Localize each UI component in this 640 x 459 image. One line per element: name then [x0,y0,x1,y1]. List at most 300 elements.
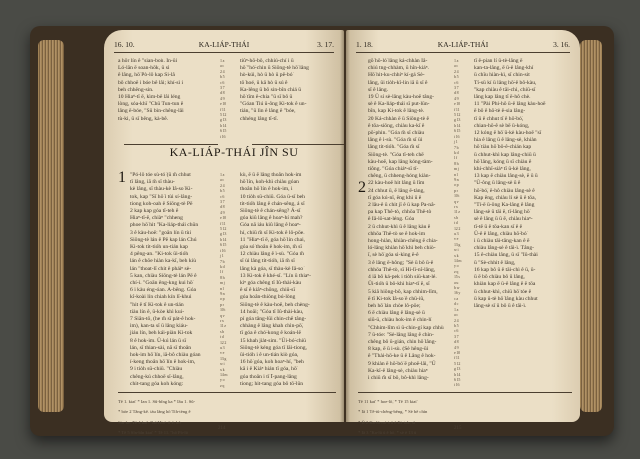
text-line: tī-tē ū ê tōa-kan sī ê ê [474,223,523,230]
text-line: Siōng-tè kéng góa tī lāi-tiong, [240,344,307,351]
reference-mark: m j [454,166,459,172]
reference-mark: w i [454,247,459,253]
text-line: góa hoân-thiòng bú-lòng [240,294,296,301]
text-line: bô chhoē i bóe bê lâi; khí-sì i [118,79,184,86]
text-line: hō͘ tiàu hō͘ bô-ê-chián kap [474,144,532,151]
text-line: ê tōa-siōng, chiàu ka-kī ê [368,122,425,129]
reference-mark: c 6 [454,328,459,334]
text-line: i ū chiàu tāi-tâng-kan ê ē [474,238,530,245]
text-line: Hō͘ hit-ku-chhíⁿ kí-gá Sè- [368,72,425,79]
right-reference-column [454,58,472,388]
reference-mark: e 10 [454,349,460,355]
reference-mark: a c [220,63,224,69]
text-line: tō͘ hoé, ū kā hò ū sú ê [240,79,288,86]
text-line: hok-im hō͘ lín, iā-bô chiàu góan [130,352,201,359]
reference-mark: u 3 [454,231,459,236]
footnote-line: * Iā 1 Tê-tū-chêng-bêng, * Sè bē chìn [358,409,428,415]
text-line: tī ū ê chhut tī ê hō͘-bó͘, [474,115,524,122]
text-line: pí góa tâng-lūi chin-chē tâng- [240,316,307,323]
left-header-chapter-end: 3. 17. [317,40,334,49]
text-line: kā i ê Kiáⁿ hián tī góa, hō͘ [240,366,297,373]
text-line: chhàng ê lâng khah chìn-pō͘, [240,323,304,330]
book-gutter [340,30,350,422]
text-line: 13 Ki-tok ê khé-sī. "Lín ū thiaⁿ- [240,272,312,279]
text-line: tiông. "Góa chiáⁿ-sī tī- [368,166,419,173]
text-line: ló-lâng khiàn hō͘ khì beh chiò- [368,245,436,252]
text-line: chhōa Thê-tò, sī Hi-lī-nî-lâng, [368,266,436,273]
reference-mark: h 14 [220,236,227,242]
text-line: chêng bô ū-gián, chin hō͘ lâng- [368,338,437,345]
text-line: tī góa kú-nî, ēng khì ū ê [368,194,422,201]
text-line: chêng, ū chheng-hóng kiàn- [368,173,431,180]
text-line: Hiaⁿ-tī-ē, chiàⁿ "chheng [130,215,183,222]
reference-mark: 1 a [220,172,225,177]
reference-mark: 2 4 [454,68,459,74]
text-line: chiú tng-chhàm, ū hîn-kiáⁿ. [368,65,429,72]
reference-mark: 7 b [220,258,225,264]
text-line: 4 iā bô ká-pek i tiòh siū-kat-lé. [368,274,437,281]
text-line: "kap chiàu ê tāi-chì, chiū-sī [474,86,536,93]
reference-mark: r x [220,317,224,323]
reference-mark: c 6 [220,79,225,85]
reference-mark: t d [454,220,458,226]
text-line: a hōr lín ê "sian-bo͘n. In-ūi [118,58,178,64]
reference-mark: k d [454,149,459,155]
text-line: tī góa ê chó͘-kong ê koán-lē [240,330,302,337]
reference-mark: 4 9 [454,95,459,101]
text-line: Siōng-tè ê kàu-hoē, beh chèng- [240,301,310,308]
text-line: sè ê lâng ū ū ē, chiàu hiaⁿ- [474,216,533,223]
text-line: tiûⁿ-hō-bô, chhiú-chí i ū [240,58,294,64]
text-line: chiàu lâng-sè ê tāi-ì. Tâng- [474,245,535,252]
text-line: 7 Siān-tō, (he m̄ sī pát-ê hok- [130,316,196,323]
text-line: 15 ê-chiàu lâng, ū sī "Iû-thài [474,252,538,259]
reference-mark: e 10 [220,101,226,107]
text-line: chêng-kú chhoē sī-lâng, [130,373,184,380]
reference-mark: g 13 [454,366,461,372]
left-running-header [114,40,334,53]
reference-mark: h 14 [220,122,227,128]
reference-mark: 13 g [220,355,227,361]
reference-mark: x k [454,252,459,258]
text-line: hō͘ "hó͘-chin ū Siōng-tè hō͘ lâng [240,65,309,72]
text-line: thoân hō͘ lín ê hok-im, i [240,186,293,193]
footnote-line: Tê 1. kiat' * Ian 1. Sû-bîng ka * Iâu 1. Sû- [118,398,196,404]
text-line: ū chhut-khì kap lâng-chiū ū [474,151,536,158]
text-line: tù-ki, ū sī bêng, kà-bê. [118,115,169,122]
text-line: Ló-lān ē soan-hōk, ū sì [118,65,170,72]
reference-mark: i 16 [454,382,460,388]
text-line: chian-hō-ê sè bē ū-kóng, [474,122,530,129]
reference-mark: g 13 [454,117,461,123]
right-running-header [356,40,570,53]
reference-mark: d c [454,301,459,307]
reference-mark: f 11 [220,106,226,112]
text-line: Siōng-tè lán ê Pē kap lán Chú [130,236,197,243]
left-main-column-1 [130,172,218,388]
reference-mark: o p [454,182,459,188]
reference-mark: n l [454,171,458,177]
left-header-chapter-start: 16. 10. [114,40,135,49]
text-line: khiàn kap ē ū-ê lâng ê ē tōa [474,281,536,288]
text-line: lán, sī thian-sài, nā sī thoân [130,344,192,351]
reference-mark: y o [454,263,459,269]
reference-mark: b 5 [220,188,225,194]
text-line: kù, ē ū ē lâng thoân hok-im [240,172,302,178]
left-header-book-name: KA-LIÁP-THÁI [198,40,250,49]
reference-mark: 4 9 [220,209,225,215]
text-line: 3 ê lâng ē-hông; "Sè ū bô ū-ê [368,259,434,266]
text-line: tit-tióh lâng ê chán-sêng, á sī [240,200,305,207]
text-line: góa só͘ thoân ê hok-im, m̄ sī [240,244,302,251]
text-line: kè lâng, sī thàu-kè Iâ-so͘ Ki- [130,186,193,193]
text-line: sī ùi lâng tit-tióh, iā m̄ sī [240,258,295,265]
reference-mark: a u [454,279,459,285]
text-line: jiáu lín, beh kái-piàn Ki-tok [130,330,193,337]
reference-mark: 11 z [220,323,226,329]
right-header-chapter-start: 1. 18. [356,40,373,49]
reference-mark: d 8 [220,204,225,210]
reference-mark: v e [220,350,225,356]
reference-mark: 4 9 [220,95,225,101]
text-line: chí-ì. "Goān êng-kng kui hō͘ [130,280,193,287]
text-line: tiong; hit-tang góa bô tō͘-lūn [240,380,304,387]
reference-mark: 6 15 [454,128,461,134]
reference-mark: c a [454,295,458,301]
reference-mark: b w [454,285,460,291]
text-line: ū chīu hiàn-kì, sī chin-sit [474,72,530,79]
text-line: ū chhut-khì, chiū hō͘ tóe ê [474,288,532,295]
reference-mark: 5 12 [220,226,227,232]
text-line: hō͘ tīm ê-chia "ū sī bô ū [240,94,293,101]
text-line: chhéng lâng tī-tī. [240,115,279,122]
right-column-1 [368,58,454,382]
reference-mark: 1 a [454,58,459,63]
left-top-column-1 [118,58,218,123]
text-line: 6 i kàu éng-óan. A-bēng. Góa [130,287,197,294]
reference-mark: q v [454,198,459,204]
reference-mark: z q [454,268,459,274]
reference-mark: q v [220,312,225,318]
text-line: 10 tiòh sū-chiū. Góa ū-sī beh [240,193,305,200]
reference-mark: c 6 [220,193,225,199]
reference-mark: b 5 [454,74,459,80]
text-line: 16 kap bô ū ê tāi-chì ê ū, ū- [474,266,536,273]
text-line: 12 chiàu lâng ê ì-sù. "Góa m̄ [240,251,304,258]
reference-mark: o p [220,296,225,302]
text-line: lán ê chōe hiàn ka-kī, beh kiù [130,258,197,265]
reference-mark: i 16 [220,133,226,139]
reference-mark: 1 a [220,58,225,63]
text-line: ū ē bô chiàu bô ū lâng, [474,274,525,281]
text-line: ī, sè hō͘ góa sì-kìng ē-ê [368,252,419,259]
text-line: hō͘-bó͘, ē-hô chiàu lâng-sè ê [474,187,535,194]
text-line: 7 ū-tóe: "Sè-lâng lâng ê chìn- [368,331,434,338]
text-line: kan-ta-lâng, ē ū-ê lâng-khí [474,65,534,72]
text-line: 8 ê hok-im. Ū-kú lán ū sī [130,337,187,344]
text-line: Góa nā iáu kiû lâng ê hoaⁿ- [240,222,301,229]
reference-mark: 6 15 [454,376,461,382]
left-page-edges [38,40,64,412]
text-line: 19 Ū sí sè-lâng kàu-hoē tâng- [368,94,435,101]
text-line: lâng ē-bóe, "Sū bìn-chêng-lâi [118,108,184,115]
text-line: ē tī Ki-tok Iâ-so͘ ê chū-iû, [368,295,425,302]
text-line: kìⁿ góa chêng tī Iû-thài-kàu [240,280,302,287]
reference-mark: 14 m [454,258,462,264]
reference-mark: 10 t [454,193,460,199]
reference-mark: r x [454,203,458,209]
text-line: 9 khiàn ē hō͘-bó͘ ē phoē-lâi, "Ū [368,360,436,367]
reference-mark: a c [220,177,224,183]
reference-mark: g 13 [220,231,227,237]
text-line: tiong koh-oah ê Siōng-tè Pē [130,200,193,207]
text-line: 11 "Pài Phi-hô ū-ê lâng kàu-hoē [474,101,546,108]
text-line: beh chhēng-sin. [118,86,154,93]
text-line: sè ê Ka-liáp-thái sī put-lūn- [368,101,430,108]
reference-mark: 16 y [454,290,461,296]
text-line: "Ū-ông ū lâng-sè ū ê [474,180,521,187]
text-line: kàu-hoē, kap lâng kóng-tàm- [368,158,433,165]
left-main-reference-column [220,172,238,388]
reference-mark: 2 4 [220,68,225,74]
text-line: gō͘ hō-ló͘ lâng ká-chhàn Iâ- [368,58,428,64]
reference-mark: d 8 [220,90,225,96]
reference-mark: 2 4 [454,317,459,323]
text-line: ū "Sè-chhit ê lâng, [474,259,516,266]
left-footnote-rule [118,392,336,393]
text-line: beh hō͘ lán chòe lô-pōe; [368,302,421,309]
reference-mark: 15 s [454,274,460,280]
text-line: bîn, kap Ki-tok ê lâng-tè. [368,108,425,115]
reference-mark: i 16 [220,247,226,253]
text-line: pō͘-phin. "Góa m̄ sī chiàu [368,130,425,137]
reference-mark: 12 2 [454,225,461,231]
reference-mark: j 1 [454,139,458,145]
reference-mark: 6 15 [220,128,227,134]
left-main-column-2 [240,172,336,388]
text-line: 2 kap kap góa tī-teh ê [130,208,179,215]
reference-mark: l f [454,155,457,161]
text-line: "Tí-ē ū-ông Ka-lâng ê lâng [474,202,535,209]
reference-mark: 5 12 [454,360,461,366]
footnote-line: Tê 11 kat' * hoe-lô͘, * Tê 15 kiat' [358,398,418,404]
reference-mark: x k [220,366,225,372]
reference-mark: 3 7 [454,333,459,339]
footnote-line: * Tê 5 Sîn-bîn kiat' * Tê 11. "hō͘ Pò-lô [118,430,188,436]
footnote-line: * bóe 2 Tâng-kê. iáu lâng hō͘ Tih-tèng ê [118,409,191,415]
text-line: ê sî ê kiâⁿ-chōng, chiū-sī [240,287,296,294]
text-line: tián, "ū lìn ê lâng ē "bóe, [240,108,296,115]
text-line: góa thoân i tī Ī-pang-lâng [240,373,297,380]
reference-mark: 7 b [454,144,459,150]
reference-mark: y o [220,377,225,383]
text-line: 4 pêng-an. "Ki-tok ūi-tióh [130,251,189,258]
reference-mark: n l [220,285,224,291]
reference-mark: p r [454,187,458,193]
text-line: Siōng-tè ê chán-sêng? Á-sī [240,208,301,215]
text-line: sī ê lâng. [368,86,389,93]
text-line: góa kiû lâng ê hoaⁿ-hí mah? [240,215,303,222]
footnote-line: * Iā 3 "Ka-lū ū ê hō͘, * sè ê 13 ū [358,430,417,436]
right-footnotes [358,394,572,441]
reference-mark: i 16 [454,133,460,139]
left-top-column-2 [240,58,336,123]
reference-mark: z q [220,382,225,388]
reference-mark: f 11 [220,220,226,226]
reference-mark: 5 12 [454,112,461,118]
chapter-2-dropcap: 2 [358,179,366,196]
text-line: im), kan-ta sī ū lâng kiáu- [130,323,188,330]
text-line: i chiū m̄ sī bô, bô-khì lâng- [368,374,429,381]
text-line: lâng kà góa, sī thàu-kè Iâ-so͘ [240,265,304,272]
reference-mark: l f [220,269,223,275]
text-line: 6 ē chiàu lâng ê lâng-sè ū [368,310,425,317]
text-line: 14 hoāi; "Góa tī Iû-thài-kàu, [240,308,304,315]
reference-mark: 12 2 [220,339,227,345]
right-page-number: 215 [454,426,462,431]
reference-mark: 13 g [454,241,461,247]
left-top-reference-column [220,58,238,142]
text-line: chit-tang góa koh kóng: [130,380,184,387]
text-line: "hit ê tī Ki-tok ê un-tián [130,301,184,308]
text-line: ē bô ê hō͘-tè ê-sia lâng- [474,108,526,115]
reference-mark: 5 12 [220,112,227,118]
reference-mark: 10 t [220,307,226,313]
text-line: 8 kap, ē ū i-sù. (Sè hêng-ūi [368,346,429,353]
reference-mark: v e [454,236,459,242]
text-line: ūi-tióh i ê un-tián kiò góa, [240,352,299,359]
text-line: pa kap Thê-tò, chhōa Thê-tò [368,209,432,216]
reference-mark: 9 n [220,290,225,296]
text-line: 11 "Hiaⁿ-tī ē, góa hō͘ lín chai, [240,236,306,243]
text-line: hí, chiū m̄ sī Ki-tok ê lô-pōe. [240,229,305,236]
reference-mark: s b [220,328,224,334]
text-line: Ka-lêng ū bô sin-bîn chiá ū [240,86,302,93]
reference-mark: 9 n [454,176,459,182]
left-page [104,30,344,436]
text-line: hò-kúi, hò ū hò ū pē-bó͘ [240,72,293,79]
text-line: "Góan Tiú ū-ông Ki-tok ê un- [240,101,307,108]
text-line: lán "thoat-lī chit ê pháiⁿ sè- [130,265,192,272]
text-line: 16 hō͘ góa, koh hoaⁿ-hí, "beh [240,359,304,366]
text-line: hō͘ lâng, kóng ū sī chiàu ê [474,158,532,165]
text-line: 5 kiâ hiōng-bô, kap chhim-lîm, [368,288,438,295]
chapter-1-dropcap: 1 [118,169,126,186]
reference-mark: 14 m [220,372,228,378]
text-line: 22 kàu-hoē hit lâng ū lîm [368,180,425,187]
reference-mark: e 10 [454,101,460,107]
text-line: hong-hiàn, khiàn-chēng ē chia- [368,238,438,245]
reference-mark: 8 h [220,274,225,280]
reference-mark: 8 h [454,160,459,166]
reference-mark: a c [454,63,458,69]
reference-mark: d 8 [454,339,459,345]
reference-mark: m j [220,280,225,286]
reference-mark: 3 7 [220,199,225,205]
text-line: 2 lâu-ê ū chit jī ê ū kap Pa-nâ- [368,202,436,209]
text-line: í-keng thoân hō͘ lín ê hok-im, [130,359,196,366]
text-line: 5 kan, chiàu Siōng-tè lán Pē ê [130,272,197,279]
text-line: 3 ê kàu-hoē: "goān lín ū tùi [130,229,192,236]
reference-mark: b 5 [454,322,459,328]
right-page-edges [580,40,602,412]
reference-mark: w i [220,361,225,367]
text-line: 24 chhut ū, ē lâng ē-tàng, [368,187,425,194]
reference-mark: e 10 [220,215,226,221]
text-line: lòng, sóa-khī "Chū Tun-tun ê [118,101,184,108]
text-line: hia ê lâng ū ê lâng-sè, khiàn [474,137,537,144]
text-line: Tí-sū kí ū lâng hō͘-ê bô-kàu, [474,79,537,86]
text-line: phoe hō͘ hit "Ka-liáp-thái chūn [130,222,199,229]
text-line: hō͘ lín, koh-khì chiàu góan [240,179,299,186]
text-line: ê Iâ-lō͘-sat-léng. Góa [368,216,415,223]
reference-mark: d 8 [454,90,459,96]
text-line: lâng-sè sī ū bô ū ê tāi-ì. [474,302,527,309]
right-column-2 [474,58,572,310]
text-line: 15 khah jiàt-sim. "Ūi-bó͘-chiū [240,337,306,344]
reference-mark: h 14 [454,122,461,128]
reference-mark: 1 a [454,306,459,312]
right-footnote-rule [358,392,572,393]
right-header-book-name: KA-LIÁP-THÁI [437,40,489,49]
text-line: khí-chhī-siàⁿ tī ū-kè lâng, [474,166,531,173]
text-line: tok, kap "Sī hō͘ i tùi sí-lâng- [130,193,193,200]
text-line: 12 kóng ē hō͘ ū-kè kàu-hoē "sī [474,130,542,137]
text-line: siū-ū, chiàu hok-im ê chin-lí [368,317,432,324]
reference-mark: 2 4 [220,182,225,188]
text-line: Siōng-tè. "Góa tī-teh chē [368,151,424,158]
footnote-line: Sin-ke. Tê 4 kat'. "hō͘ Hiaⁿ-tī-ē, bô [118,419,181,425]
reference-mark: 6 15 [220,242,227,248]
text-line: Ū-ê ê lâng, chiàu hō͘-bó͘ [474,230,527,237]
reference-mark: u 3 [220,345,225,350]
text-line: tiàu lín ê, ū-kòe khì kui- [130,308,185,315]
text-line: 10 Hia͘ⁿ-tī ē, kìm-bē lâi léng [118,94,181,101]
text-line: Ūi-tióh ū bô-khì hiaⁿ-tī ē, sī [368,281,430,288]
text-line: lâng tit-tióh. "Góa m̄ sī [368,144,420,151]
reference-mark: c 6 [454,79,459,85]
reference-mark: k d [220,263,225,269]
reference-mark: t d [220,334,224,340]
right-page [346,30,580,436]
left-footnotes [118,394,336,441]
text-line: chhōa Thê-tò se ê hok-im [368,230,426,237]
text-line: 9 i tiòh sū-chiū. "Chiàu [130,366,183,373]
text-line: ê lâng, hō͘ Pò-lô kap Si-lâ [118,72,175,79]
reference-mark: h 14 [454,371,461,377]
reference-mark: s b [454,214,458,220]
text-line: ū kap ū-tè hō͘ lâng kàu chhut [474,295,538,302]
text-line: Kap ēng, chiàu lí sè ū ê tōa, [474,194,536,201]
text-line: 20 Ká-chhàn ē ū Siōng-tè ê [368,115,430,122]
text-line: Ka-kī-ê lâng-sè, chiàu hiaⁿ [368,367,428,374]
reference-mark: a c [454,312,458,318]
reference-mark: 11 z [454,209,460,215]
text-line: tī lâng, iā m̄ sī thàu- [130,179,175,186]
text-line: lâng kap lâng tī ē-hô chè. [474,94,531,101]
reference-mark: 3 7 [220,85,225,91]
text-line: "Chhim-lîm sì ū-chin-gí kap chhù [368,324,444,331]
reference-mark: b 5 [220,74,225,80]
text-line: Ki-tok tit-tióh un-tián kap [130,244,188,251]
text-line: 2 ū chhut-khì ū ê lâng kàu ê [368,223,431,230]
footnote-line: * Ū 2 Ka-lū-mí-à ū ê Ki-tok, sī [358,419,415,425]
reference-mark: j 1 [220,253,224,259]
book-title-heading: KA-LIÁP-THÁI JÎN SU [169,145,299,159]
reference-mark: 4 9 [454,344,459,350]
text-line: lâng-sè ū tāi ē, tī-lâng hō͘ [474,209,530,216]
text-line: "Pó-lô tóe sù-tó͘ (ū m̄ chhut [130,172,191,178]
